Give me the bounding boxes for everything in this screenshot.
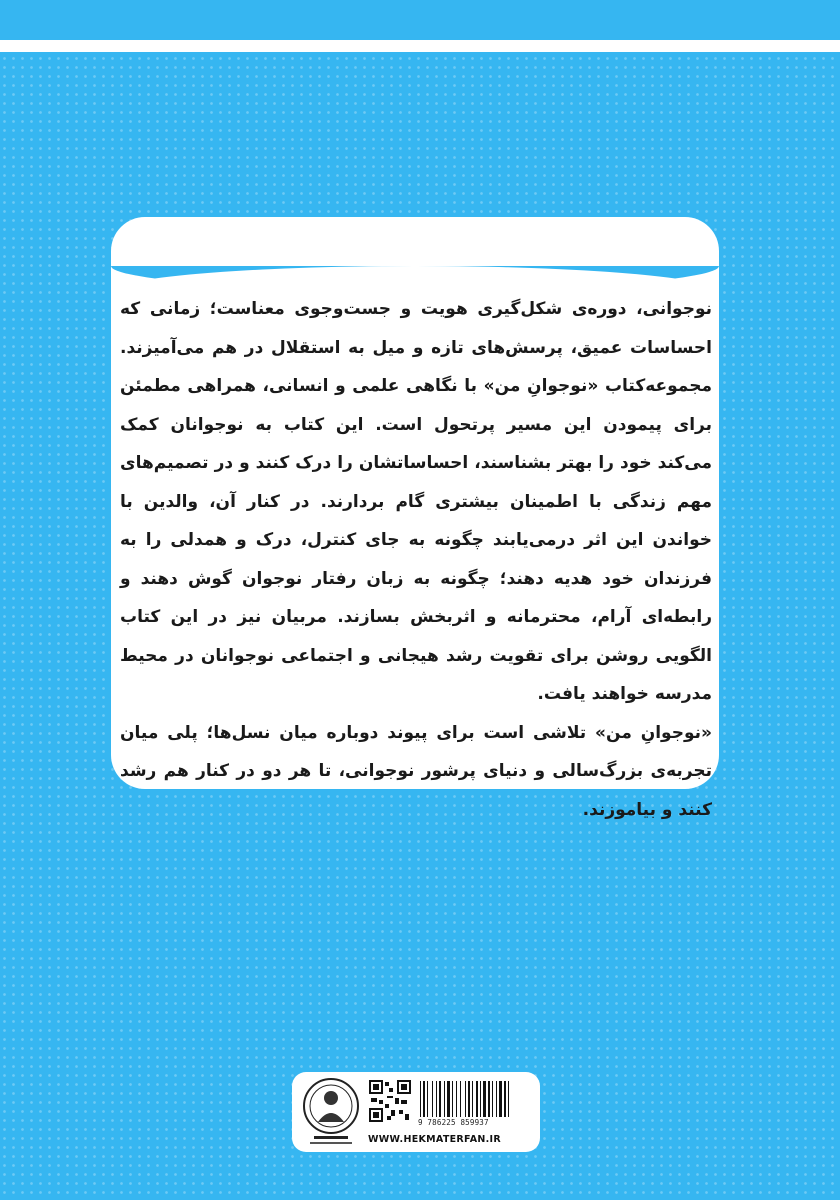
description-paragraph-2: «نوجوانِ من» تلاشی است برای پیوند دوباره میان نسل‌ها؛ پلی میان تجربه‌ی بزرگ‌سالی و دنیای پرشور نوجوانی، تا هر دو در کنار هم رشد کنند و بیاموزند.: [120, 722, 712, 820]
book-description: [120, 290, 712, 829]
top-white-stripe: [0, 40, 840, 52]
isbn-barcode-icon: [418, 1080, 532, 1118]
publisher-website: WWW.HEKMATERFAN.IR: [368, 1134, 501, 1145]
publisher-seal-icon: [300, 1076, 362, 1148]
isbn-number: 9 786225 859937: [418, 1118, 489, 1127]
qr-code-icon: [369, 1080, 411, 1122]
top-band: [0, 0, 840, 40]
description-paragraph-1: نوجوانی، دوره‌ی شکل‌گیری هویت و جست‌وجوی معناست؛ زمانی که احساسات عمیق، پرسش‌های تازه و میل به استقلال در هم می‌آمیزند. مجموعه‌کتاب «نوجوانِ من» با نگاهی علمی و انسانی، همراهی مطمئن برای پیمودن این مسیر پرتحول است. این کتاب به نوجوانان کمک می‌کند خود را بهتر بشناسند، احساساتشان را درک کنند و در تصمیم‌های مهم زندگی با اطمینان بیشتری گام بردارند. در کنار آن، والدین با خواندن این اثر درمی‌یابند چگونه به جای کنترل، درک و همدلی را به فرزندان خود هدیه دهند؛ چگونه به زبان رفتار نوجوان گوش دهند و رابطه‌ای آرام، محترمانه و اثربخش بسازند. مربیان نیز در این کتاب الگویی روشن برای تقویت رشد هیجانی و اجتماعی نوجوانان در محیط مدرسه خواهند یافت.: [120, 299, 712, 704]
